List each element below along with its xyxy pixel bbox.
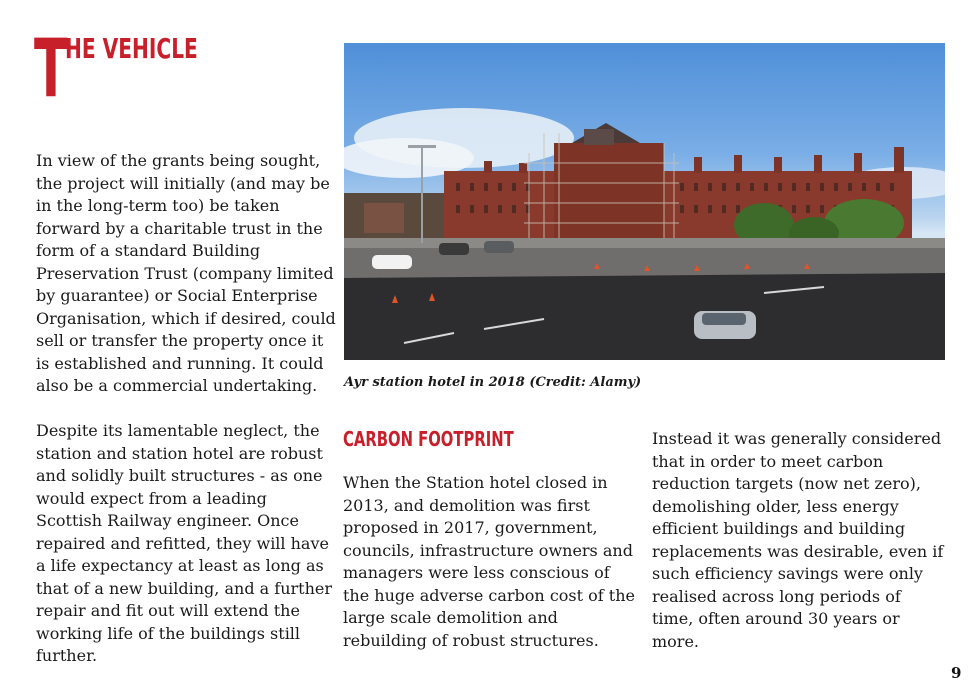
title-text: HE VEHICLE bbox=[65, 32, 198, 65]
carbon-footprint-heading: CARBON FOOTPRINT bbox=[343, 427, 514, 451]
station-hotel-photo bbox=[344, 43, 945, 360]
photo-illustration bbox=[344, 43, 945, 360]
intro-paragraph-2: Despite its lamentable neglect, the station and station hotel are robust and solidly built structures - as one would expect from a leading Scottish Railway engineer. Once repaired and refitted, they will have a life expectancy at least as long as that of a new building, and a further repair and fit out will extend the working life of the buildings still further. bbox=[36, 421, 332, 665]
page-number: 9 bbox=[951, 664, 962, 682]
photo-caption: Ayr station hotel in 2018 (Credit: Alamy) bbox=[344, 375, 642, 390]
carbon-paragraph-2: Instead it was generally considered that in order to meet carbon reduction targets (now net zero), demolishing older, less energy efficient buildings and building replacements was desirable, even if such efficiency savings were only realised across long periods of time, often around 30 years or more. bbox=[652, 429, 944, 651]
intro-paragraph-1: In view of the grants being sought, the project will initially (and may be in the long-term too) be taken forward by a charitable trust in the form of a standard Building Preservation Trust (company limited by guarantee) or Social Enterprise Organisation, which if desired, could sell or transfer the property once it is established and running. It could also be a commercial undertaking. bbox=[36, 151, 336, 395]
title-initial: T bbox=[34, 22, 68, 115]
carbon-paragraph-1: When the Station hotel closed in 2013, and demolition was first proposed in 2017, government, councils, infrastructure owners and managers were less conscious of the huge adverse carbon cost of the large scale demolition and rebuilding of robust structures. bbox=[343, 473, 635, 650]
